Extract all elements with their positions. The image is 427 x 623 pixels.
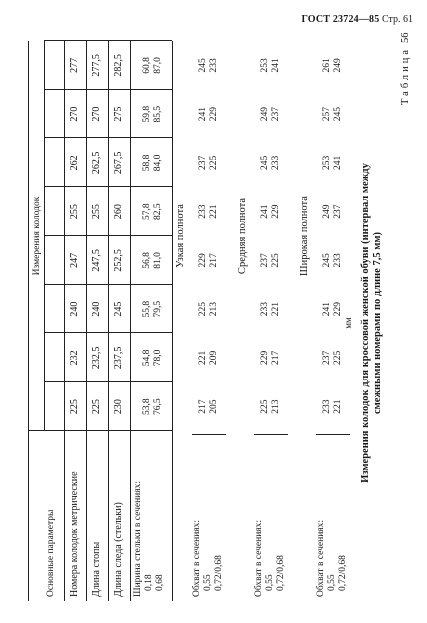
group-row-label-line: 0,72/0,68 <box>214 555 224 591</box>
cell-value: 241 <box>271 58 281 73</box>
cell-value: 262,5 <box>91 151 102 175</box>
cell-value: 209 <box>209 350 219 365</box>
cell-value: 79,5 <box>153 300 163 318</box>
cell-value: 241 <box>260 204 270 219</box>
cell-value: 245 <box>322 253 332 268</box>
col-rule <box>44 333 172 334</box>
main-rows-bottom-rule <box>172 41 173 601</box>
cell-value: 245 <box>113 301 124 317</box>
col-rule <box>44 381 172 382</box>
cell-value: 277 <box>69 57 80 73</box>
cell-value: 225 <box>198 302 208 317</box>
cell-value: 217 <box>209 253 219 268</box>
cell-value: 84,0 <box>153 154 163 172</box>
group-title: Средняя полнота <box>237 197 248 275</box>
cell-value: 237 <box>333 204 343 219</box>
group-row-label-line: Обхват в сечениях: <box>316 519 326 597</box>
group-title: Широкая полнота <box>299 196 310 276</box>
cell-value: 282,5 <box>113 54 124 77</box>
cell-value: 229 <box>333 302 343 317</box>
col-rule <box>44 89 172 90</box>
cell-value: 225 <box>260 399 270 414</box>
cell-value: 249 <box>322 204 332 219</box>
standard-number: ГОСТ 23724—85 <box>301 14 380 25</box>
unit-label: мм <box>343 317 353 329</box>
caption-line-1: Измерения колодок для кроссовой женской обуви (интервал между <box>360 163 371 483</box>
cell-value: 249 <box>333 58 343 73</box>
cell-value: 55,8 <box>142 300 152 318</box>
cell-value: 217 <box>271 350 281 365</box>
measurements-header: Измерения колодок <box>32 196 42 276</box>
cell-value: 241 <box>322 302 332 317</box>
cell-value: 60,8 <box>142 57 152 74</box>
group-divider <box>192 434 226 435</box>
cell-value: 230 <box>113 399 124 415</box>
cell-value: 221 <box>333 399 343 414</box>
col-rule <box>44 235 172 236</box>
cell-value: 213 <box>209 302 219 317</box>
cell-value: 232 <box>69 350 80 366</box>
table-caption <box>360 23 384 623</box>
cell-value: 59,8 <box>142 105 152 123</box>
group-row-label-line: Обхват в сечениях: <box>254 519 264 597</box>
col-rule <box>44 40 172 41</box>
row-rule <box>130 41 131 601</box>
cell-value: 233 <box>209 58 219 73</box>
cell-value: 253 <box>260 58 270 73</box>
cell-value: 233 <box>260 302 270 317</box>
cell-value: 252,5 <box>113 249 124 272</box>
row-label: Длина стопы <box>91 541 102 597</box>
table-top-rule <box>28 41 29 601</box>
group-row-label-line: 0,72/0,68 <box>338 555 348 591</box>
cell-value: 267,5 <box>113 151 124 175</box>
rotated-table-page <box>0 23 427 623</box>
cell-value: 213 <box>271 399 281 414</box>
header-sub-rule <box>44 41 45 431</box>
cell-value: 221 <box>209 204 219 219</box>
cell-value: 245 <box>198 58 208 73</box>
cell-value: 85,5 <box>153 105 163 123</box>
cell-value: 237 <box>260 253 270 268</box>
group-row-label-line: 0,55 <box>203 574 213 591</box>
cell-value: 229 <box>260 350 270 365</box>
cell-value: 54,8 <box>142 349 152 367</box>
cell-value: 241 <box>198 107 208 122</box>
group-divider <box>316 434 350 435</box>
cell-value: 233 <box>333 253 343 268</box>
cell-value: 205 <box>209 399 219 414</box>
cell-value: 225 <box>69 399 80 415</box>
row-label-line: 0,68 <box>155 574 165 591</box>
cell-value: 225 <box>91 399 102 415</box>
cell-value: 240 <box>91 301 102 317</box>
cell-value: 237,5 <box>113 346 124 370</box>
header-bottom-rule <box>64 41 65 601</box>
page-label: Стр. <box>381 14 401 25</box>
cell-value: 240 <box>69 301 80 317</box>
page-number: 61 <box>403 14 413 25</box>
row-label-line: 0,18 <box>144 574 154 591</box>
cell-value: 237 <box>198 155 208 170</box>
cell-value: 270 <box>69 106 80 122</box>
col-rule <box>44 186 172 187</box>
cell-value: 237 <box>271 107 281 122</box>
cell-value: 229 <box>209 107 219 122</box>
row-label-line: Ширина стельки в сечениях: <box>133 480 143 597</box>
group-row-label-line: 0,55 <box>265 574 275 591</box>
cell-value: 245 <box>333 107 343 122</box>
cell-value: 217 <box>198 399 208 414</box>
caption-line-2: смежными номерами по длине 7,5 мм) <box>372 231 384 415</box>
cell-value: 247,5 <box>91 249 102 272</box>
col-rule <box>44 138 172 139</box>
cell-value: 270 <box>91 106 102 122</box>
cell-value: 225 <box>333 350 343 365</box>
cell-value: 232,5 <box>91 346 102 370</box>
cell-value: 247 <box>69 252 80 268</box>
col-rule <box>44 284 172 285</box>
cell-value: 233 <box>198 204 208 219</box>
cell-value: 82,5 <box>153 203 163 220</box>
cell-value: 225 <box>271 253 281 268</box>
cell-value: 253 <box>322 155 332 170</box>
cell-value: 87,0 <box>153 57 163 74</box>
group-row-label-line: Обхват в сечениях: <box>192 519 202 597</box>
cell-value: 255 <box>69 204 80 220</box>
col-rule <box>28 430 172 431</box>
row-label: Номера колодок метрические <box>69 471 80 597</box>
group-row-label-line: 0,55 <box>327 574 337 591</box>
group-divider <box>254 434 288 435</box>
cell-value: 221 <box>198 350 208 365</box>
cell-value: 233 <box>271 155 281 170</box>
cell-value: 245 <box>260 155 270 170</box>
cell-value: 262 <box>69 155 80 171</box>
cell-value: 255 <box>91 204 102 220</box>
cell-value: 237 <box>322 350 332 365</box>
cell-value: 277,5 <box>91 54 102 77</box>
group-title: Узкая полнота <box>175 204 186 268</box>
cell-value: 81,0 <box>153 252 163 269</box>
cell-value: 58,8 <box>142 154 152 172</box>
cell-value: 260 <box>113 204 124 220</box>
table-label: Таблица <box>400 46 411 105</box>
row-label: Длина следа (стельки) <box>113 502 124 597</box>
cell-value: 78,0 <box>153 349 163 367</box>
cell-value: 225 <box>209 155 219 170</box>
group-row-label-line: 0,72/0,68 <box>276 555 286 591</box>
params-header: Основные параметры <box>46 509 56 597</box>
cell-value: 53,8 <box>142 398 152 415</box>
cell-value: 241 <box>333 155 343 170</box>
cell-value: 275 <box>113 106 124 122</box>
cell-value: 229 <box>198 253 208 268</box>
row-rule <box>86 41 87 601</box>
cell-value: 261 <box>322 58 332 73</box>
cell-value: 229 <box>271 204 281 219</box>
cell-value: 249 <box>260 107 270 122</box>
cell-value: 257 <box>322 107 332 122</box>
cell-value: 221 <box>271 302 281 317</box>
cell-value: 56,8 <box>142 252 152 269</box>
cell-value: 233 <box>322 399 332 414</box>
table-number: 56 <box>400 32 411 43</box>
cell-value: 76,5 <box>153 398 163 415</box>
cell-value: 57,8 <box>142 203 152 220</box>
row-rule <box>108 41 109 601</box>
